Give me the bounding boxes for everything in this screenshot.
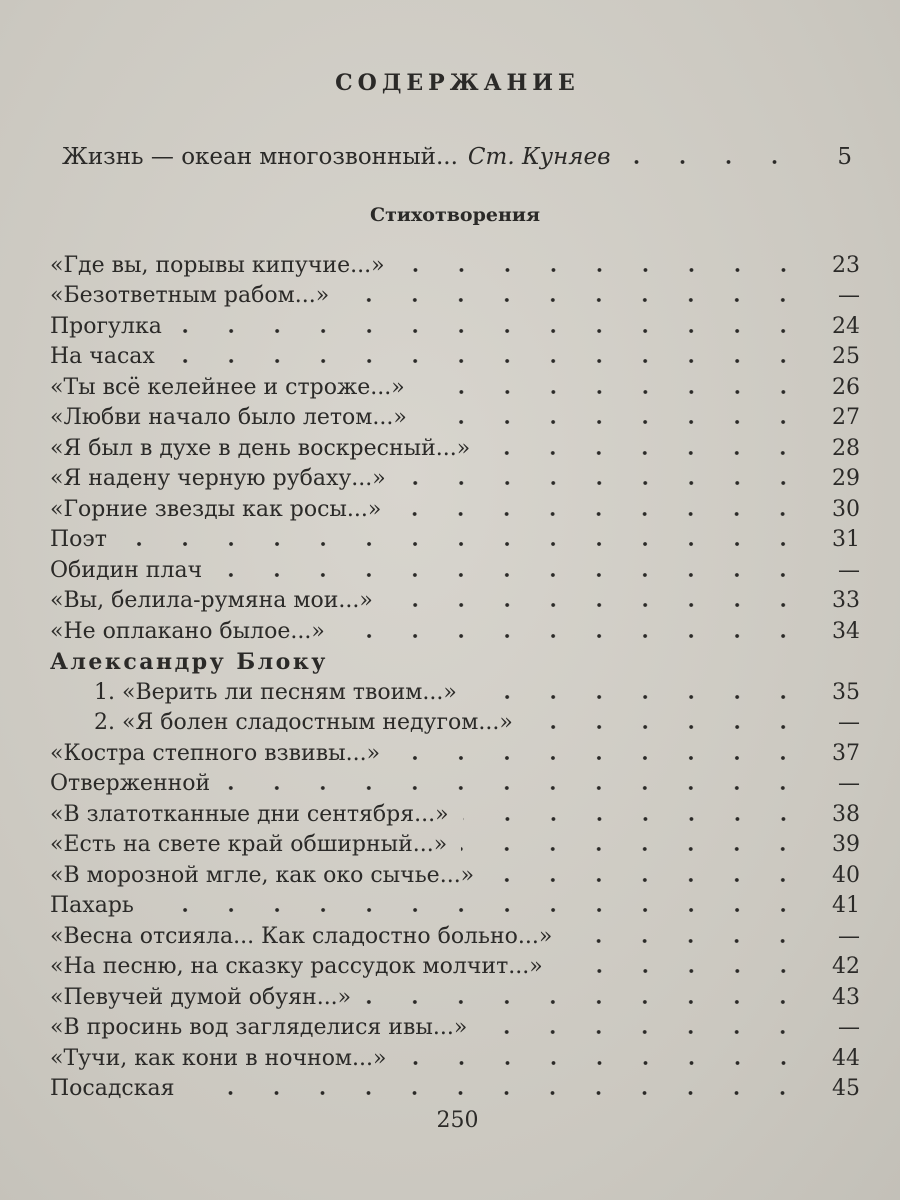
dot-leader: [527, 723, 806, 731]
toc-entry: [50, 616, 860, 647]
entry-title: 1. «Верить ли песням твоим...»: [94, 679, 457, 705]
entry-page: 29: [832, 466, 860, 492]
entry-page: —: [838, 771, 860, 797]
toc-entry: [50, 494, 860, 525]
toc-group-heading: [50, 647, 860, 678]
toc-entry: [50, 403, 860, 434]
entry-title: Прогулка: [50, 313, 162, 339]
toc-entry: [50, 952, 860, 983]
intro-page-number: 5: [837, 144, 852, 170]
dot-leader: [176, 327, 806, 335]
entry-title: «Я надену черную рубаху...»: [50, 466, 386, 492]
toc-entry: [50, 799, 860, 830]
dot-leader: [421, 418, 806, 426]
entry-title: «Любви начало было летом...»: [50, 405, 407, 431]
entry-page: 41: [832, 893, 860, 919]
entry-page: —: [838, 923, 860, 949]
page-number: 250: [436, 1108, 479, 1133]
toc-entry: [50, 738, 860, 769]
dot-leader: [188, 1089, 806, 1097]
entry-page: 34: [832, 618, 860, 644]
entry-title: Отверженной: [50, 771, 211, 797]
toc-entry: [50, 433, 860, 464]
toc-entry: [50, 250, 860, 281]
dot-leader: [394, 754, 806, 762]
dot-leader: [339, 632, 806, 640]
toc-subentry: [50, 677, 860, 708]
entry-title: «Горние звезды как росы...»: [50, 496, 382, 522]
entry-page: 42: [832, 954, 860, 980]
intro-entry: [62, 144, 852, 170]
toc-entry: [50, 1043, 860, 1074]
toc-entry: [50, 1074, 860, 1105]
section-title: Стихотворения: [369, 204, 541, 226]
dot-leader: [343, 296, 806, 304]
dot-leader: [399, 266, 806, 274]
entry-page: 40: [832, 862, 860, 888]
entry-title: 2. «Я болен сладостным недугом...»: [94, 710, 513, 736]
dot-leader: [365, 998, 806, 1006]
entry-title: «Тучи, как кони в ночном...»: [50, 1045, 387, 1071]
entry-page: 23: [832, 252, 860, 278]
entry-title: «Не оплакано былое...»: [50, 618, 325, 644]
dot-leader: [461, 845, 806, 853]
toc-entry: [50, 769, 860, 800]
toc-entry: [50, 830, 860, 861]
dot-leader: [419, 388, 806, 396]
dot-leader: [484, 449, 806, 457]
entry-title: «Певучей думой обуян...»: [50, 984, 352, 1010]
dot-leader: [216, 571, 806, 579]
entry-title: «Костра степного взвивы...»: [50, 740, 381, 766]
toc-subentry: [50, 708, 860, 739]
entry-page: 33: [832, 588, 860, 614]
intro-title: Жизнь — океан многозвонный...: [62, 144, 458, 170]
toc-entry: [50, 891, 860, 922]
entry-page: —: [838, 283, 860, 309]
dot-leader: [387, 601, 806, 609]
entry-title: «Вы, белила-румяна мои...»: [50, 588, 373, 614]
toc-entry: [50, 860, 860, 891]
toc-list: [50, 250, 860, 1104]
entry-title: Посадская: [50, 1076, 175, 1102]
entry-page: 24: [832, 313, 860, 339]
entry-page: 31: [832, 527, 860, 553]
dot-leader: [624, 158, 798, 166]
toc-entry: [50, 525, 860, 556]
entry-title: «Я был в духе в день воскресный...»: [50, 435, 471, 461]
dot-leader: [169, 357, 806, 365]
entry-title: «Где вы, порывы кипучие...»: [50, 252, 385, 278]
entry-title: Пахарь: [50, 893, 134, 919]
contents-heading: СОДЕРЖАНИЕ: [335, 70, 580, 96]
entry-title: «Весна отсияла... Как сладостно больно...»: [50, 923, 553, 949]
entry-page: 38: [832, 801, 860, 827]
toc-entry: [50, 372, 860, 403]
entry-page: 25: [832, 344, 860, 370]
entry-page: 28: [832, 435, 860, 461]
entry-title: Поэт: [50, 527, 107, 553]
toc-entry: [50, 555, 860, 586]
entry-title: «Безответным рабом...»: [50, 283, 330, 309]
entry-title: Обидин плач: [50, 557, 203, 583]
entry-title: «В просинь вод загляделися ивы...»: [50, 1015, 468, 1041]
dot-leader: [400, 479, 806, 487]
entry-page: 26: [832, 374, 860, 400]
dot-leader: [471, 693, 806, 701]
toc-entry: [50, 342, 860, 373]
entry-title: «В златотканные дни сентября...»: [50, 801, 449, 827]
entry-title: «В морозной мгле, как око сычье...»: [50, 862, 475, 888]
entry-page: 30: [832, 496, 860, 522]
dot-leader: [463, 815, 806, 823]
dot-leader: [557, 967, 806, 975]
dot-leader: [148, 906, 806, 914]
entry-page: 45: [832, 1076, 860, 1102]
dot-leader: [224, 784, 806, 792]
dot-leader: [481, 1028, 806, 1036]
entry-page: —: [838, 1015, 860, 1041]
entry-page: —: [838, 710, 860, 736]
toc-entry: [50, 982, 860, 1013]
toc-entry: [50, 464, 860, 495]
dot-leader: [488, 876, 806, 884]
toc-entry: [50, 586, 860, 617]
dot-leader: [566, 937, 806, 945]
entry-title: «На песню, на сказку рассудок молчит...»: [50, 954, 543, 980]
entry-page: —: [838, 557, 860, 583]
entry-page: 27: [832, 405, 860, 431]
group-title: Александру Блоку: [50, 648, 328, 675]
entry-page: 35: [832, 679, 860, 705]
dot-leader: [401, 1059, 807, 1067]
entry-page: 44: [832, 1045, 860, 1071]
entry-title: На часах: [50, 344, 155, 370]
dot-leader: [121, 540, 806, 548]
entry-page: 43: [832, 984, 860, 1010]
toc-entry: [50, 921, 860, 952]
entry-page: 37: [832, 740, 860, 766]
toc-entry: [50, 311, 860, 342]
toc-entry: [50, 281, 860, 312]
entry-title: «Ты всё келейнее и строже...»: [50, 374, 405, 400]
toc-entry: [50, 1013, 860, 1044]
entry-title: «Есть на свете край обширный...»: [50, 832, 448, 858]
entry-page: 39: [832, 832, 860, 858]
intro-author: Ст. Куняев: [467, 144, 611, 170]
dot-leader: [395, 510, 806, 518]
